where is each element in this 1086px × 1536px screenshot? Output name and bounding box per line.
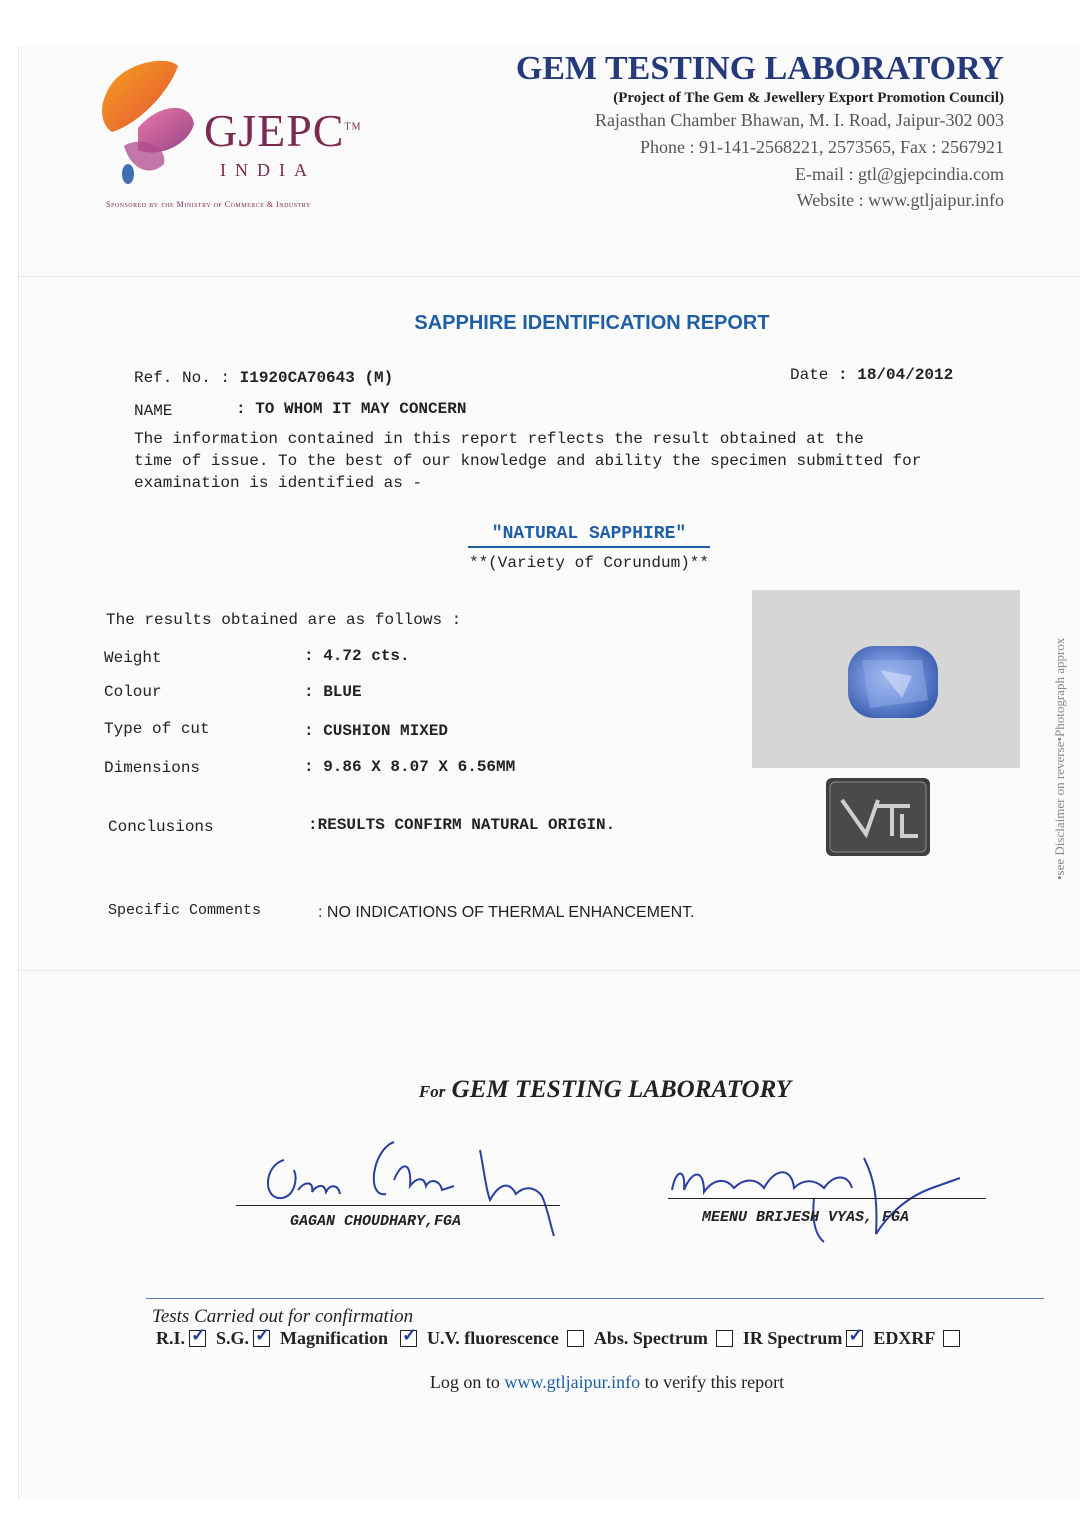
result-value-cut: : CUSHION MIXED xyxy=(304,722,449,740)
test-checkbox xyxy=(716,1330,733,1347)
disclaimer-note: •see Disclaimer on reverse•Photograph approx xyxy=(1052,637,1067,880)
tests-title: Tests Carried out for confirmation xyxy=(152,1306,414,1327)
gtl-hologram-icon xyxy=(826,778,930,856)
lab-address: Rajasthan Chamber Bhawan, M. I. Road, Jaipur-302 003 xyxy=(594,110,1004,130)
intro-line: examination is identified as - xyxy=(134,474,423,492)
for-lab-heading: For GEM TESTING LABORATORY xyxy=(418,1076,792,1103)
intro-paragraph xyxy=(134,428,921,494)
lab-name: GEM TESTING LABORATORY xyxy=(515,50,1004,87)
name-value: : TO WHOM IT MAY CONCERN xyxy=(236,400,467,418)
identification-result: "NATURAL SAPPHIRE" xyxy=(491,524,687,544)
gjepc-logo-text: GJEPC™ xyxy=(204,105,362,156)
comments-label: Specific Comments xyxy=(108,902,262,919)
result-label-dimensions: Dimensions xyxy=(104,759,201,777)
ref-number: Ref. No. : I1920CA70643 (M) xyxy=(134,369,394,387)
security-hologram xyxy=(826,778,930,856)
result-value-colour: : BLUE xyxy=(304,683,362,701)
lab-website: Website : www.gtljaipur.info xyxy=(796,190,1004,210)
project-line: (Project of The Gem & Jewellery Export Promotion Council) xyxy=(613,90,1004,106)
test-checkbox xyxy=(846,1330,863,1347)
name-label: NAME xyxy=(134,402,173,420)
test-checkbox xyxy=(567,1330,584,1347)
test-checkbox xyxy=(400,1330,417,1347)
test-ri: R.I. ✓ xyxy=(156,1328,206,1349)
test-sg: S.G. ✓ xyxy=(216,1328,270,1349)
gjepc-logo-country: INDIA xyxy=(220,160,316,180)
comments-value: : NO INDICATIONS OF THERMAL ENHANCEMENT. xyxy=(318,904,695,921)
signature-line-right xyxy=(668,1198,986,1199)
verify-line: Log on to www.gtljaipur.info to verify this report xyxy=(429,1372,785,1392)
result-value-dimensions: : 9.86 X 8.07 X 6.56MM xyxy=(304,758,516,776)
report-date: Date : 18/04/2012 xyxy=(790,366,954,384)
gjepc-butterfly-logo xyxy=(98,54,206,190)
report-title: SAPPHIRE IDENTIFICATION REPORT xyxy=(414,312,770,334)
verify-link[interactable]: www.gtljaipur.info xyxy=(504,1372,641,1392)
test-checkbox xyxy=(253,1330,270,1347)
test-uv-fluorescence: U.V. fluorescence xyxy=(427,1328,584,1349)
results-intro: The results obtained are as follows : xyxy=(106,611,462,629)
tests-divider xyxy=(146,1298,1044,1299)
result-value-weight: : 4.72 cts. xyxy=(304,647,410,665)
intro-line: time of issue. To the best of our knowledge and ability the specimen submitted for xyxy=(134,452,922,470)
sapphire-gem-image xyxy=(752,590,1020,768)
paper-fold-line xyxy=(18,970,1080,971)
result-label-weight: Weight xyxy=(104,649,162,667)
signatory-right: MEENU BRIJESH VYAS, FGA xyxy=(702,1209,910,1226)
result-label-colour: Colour xyxy=(104,683,162,701)
test-checkbox xyxy=(189,1330,206,1347)
intro-line: The information contained in this report reflects the result obtained at the xyxy=(134,430,864,448)
test-magnification: Magnification ✓ xyxy=(280,1328,417,1349)
test-abs-spectrum: Abs. Spectrum xyxy=(594,1328,733,1349)
sponsor-line: Sponsored by the Ministry of Commerce & Industry xyxy=(106,200,311,209)
signature-right xyxy=(664,1138,970,1248)
gem-photo xyxy=(752,590,1020,768)
signature-line-left xyxy=(236,1205,560,1206)
result-label-cut: Type of cut xyxy=(104,720,210,738)
lab-phone: Phone : 91-141-2568221, 2573565, Fax : 2567921 xyxy=(640,137,1004,157)
test-ir-spectrum: IR Spectrum ✓ xyxy=(743,1328,864,1349)
tests-list xyxy=(156,1328,970,1349)
conclusions-value: :RESULTS CONFIRM NATURAL ORIGIN. xyxy=(308,816,616,834)
identification-underline xyxy=(468,546,710,548)
lab-email: E-mail : gtl@gjepcindia.com xyxy=(794,164,1004,184)
conclusions-label: Conclusions xyxy=(108,818,214,836)
signatory-left: GAGAN CHOUDHARY,FGA xyxy=(290,1213,462,1230)
paper-fold-line xyxy=(18,276,1080,277)
test-checkbox xyxy=(943,1330,960,1347)
test-edxrf: EDXRF xyxy=(873,1328,960,1349)
variety-line: **(Variety of Corundum)** xyxy=(468,554,710,572)
